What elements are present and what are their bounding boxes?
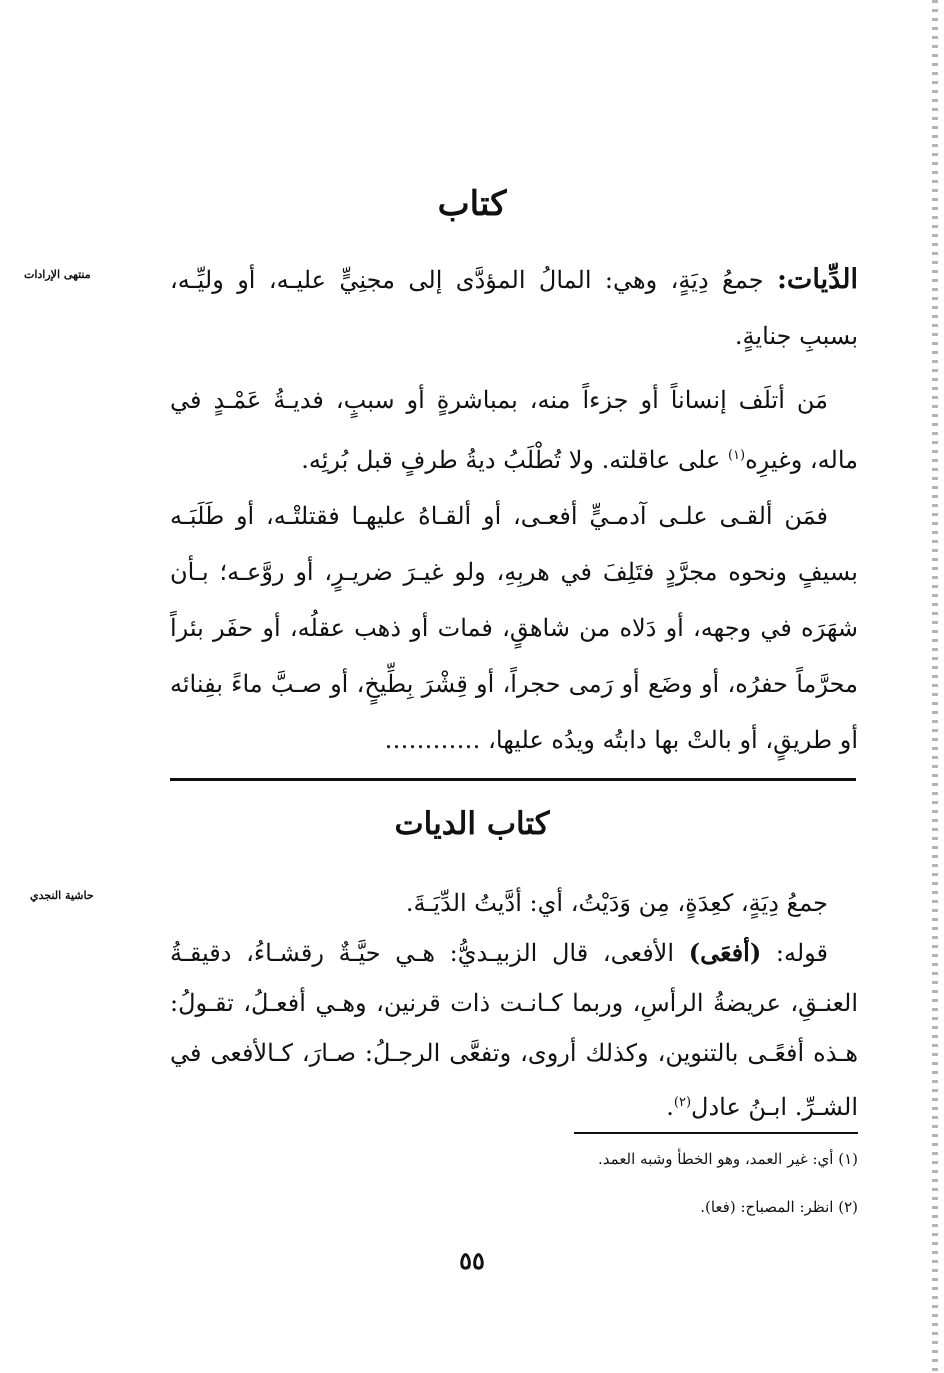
commentary-qawluhu: قوله: [775,939,828,967]
paragraph-3-text: فمَن ألقـى علـى آدمـيٍّ أفعـى، أو ألقـاهُ عليهـا فقتلتْـه، أو طَلَبَـه بسيفٍ ونحوه مجرَّدٍ فتَلِفَ في هربِهِ، ولو غيـرَ ضريـرٍ، أو روَّعـه؛ بـأن شهَرَه في وجهه، أو دَلاه من شاهقٍ، فمات أو ذهب عقلُه، أو حفَر بئراً محرَّماً حفرُه، أو وضَع أو رَمى حجراً، أو قِشْرَ بِطِّيخٍ، أو صـبَّ ماءً بفِنائه أو طريقٍ، أو بالتْ بها دابتُه ويدُه عليها، [170,502,858,754]
footnote-2: (٢) انظر: المصباح: (فعا). [700,1198,858,1216]
commentary-text-block [170,878,858,1132]
footnote-ref-1: (١) [727,448,746,463]
definition-text: جمعُ دِيَةٍ، وهي: المالُ المؤدَّى إلى مجنِيٍّ عليـه، أو وليِّـه، بسببِ جنايةٍ. [170,266,858,350]
commentary-end-period: . [666,1093,674,1121]
side-label-main: منتهى الإرادات [24,268,91,281]
main-heading: كتاب [437,184,507,224]
main-text-block [170,252,858,768]
commentary-paragraph-2 [170,928,858,1132]
footnote-1: (١) أي: غير العمد، وهو الخطأ وشبه العمد. [598,1150,858,1168]
commentary-paragraph-2-text: الأفعى، قال الزبيـديُّ: هـي حيَّـةٌ رقشـاءُ، دقيقـةُ العنـقِ، عريضةُ الرأسِ، وربما كـانـت ذات قرنين، وهـي أفعـلُ، تقـولُ: هـذه أفعًـى بالتنوين، وكذلك أروى، وتفعَّى الرجـلُ: صـارَ، كـالأفعى في الشـرِّ. ابـنُ عادل [170,939,858,1121]
page-number: ٥٥ [459,1246,485,1275]
main-paragraph-2 [170,372,858,488]
commentary-term: (أفعَى) [688,938,762,967]
main-paragraph-1 [170,252,858,364]
lead-term: الدِّيات: [776,264,858,295]
side-label-commentary: حاشية النجدي [30,889,94,902]
continuation-dots: ………… [384,726,481,754]
commentary-paragraph-1: جمعُ دِيَةٍ، كعِدَةٍ، مِن وَدَيْتُ، أي: أدَّيتُ الدِّيَـةَ. [405,889,828,917]
main-paragraph-3 [170,488,858,768]
footnote-ref-2: (٢) [673,1095,692,1110]
paragraph-2-text-a: مَن أتلَف إنساناً أو جزءاً منه، بمباشرةٍ أو سببٍ، فديـةُ عَمْـدٍ في ماله، وغيرِه [170,386,858,474]
footnote-separator [574,1132,858,1134]
commentary-heading: كتاب الديات [394,806,550,842]
section-divider [170,778,856,781]
paragraph-2-text-b: على عاقلته. ولا تُطْلَبُ ديةُ طرفٍ قبل بُرئِه. [301,446,721,474]
